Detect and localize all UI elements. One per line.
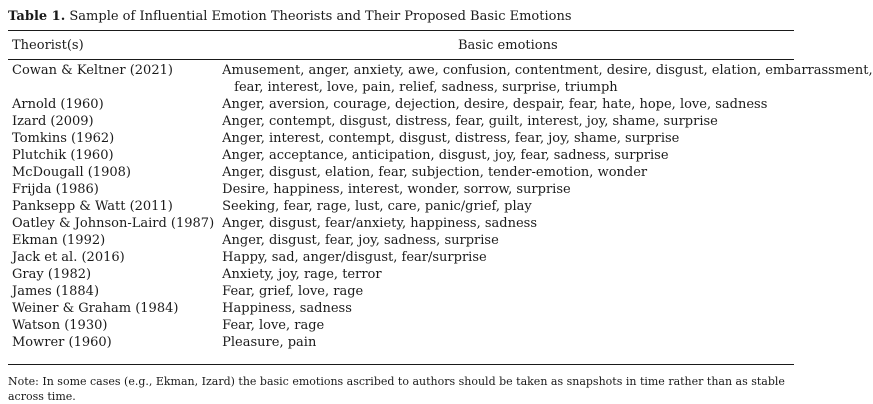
column-header-theorist: Theorist(s) [12,38,84,53]
theorist-cell: Weiner & Graham (1984) [12,301,179,316]
emotions-line: Anger, contempt, disgust, distress, fear, guilt, interest, joy, shame, surprise [222,114,718,129]
theorist-cell: James (1884) [12,284,100,299]
theorist-cell: Watson (1930) [12,318,108,333]
emotions-line: Happy, sad, anger/disgust, fear/surprise [222,250,487,265]
table-row [8,249,873,266]
emotions-line: Anger, interest, contempt, disgust, distress, fear, joy, shame, surprise [222,131,680,146]
header-rule [8,59,794,60]
emotions-line: Anger, disgust, fear/anxiety, happiness, sadness [222,216,537,231]
table-note: Note: In some cases (e.g., Ekman, Izard) the basic emotions ascribed to authors should be taken as snapshots in time rather than as stable across time. [8,375,785,403]
emotions-line: fear, interest, love, pain, relief, sadness, surprise, triumph [234,80,618,95]
emotions-cell [214,334,872,351]
emotions-cell [214,164,872,181]
emotions-line: Anxiety, joy, rage, terror [222,267,382,282]
emotions-cell [214,62,872,96]
emotions-cell [214,113,872,130]
theorist-cell: McDougall (1908) [12,165,131,180]
theorist-cell: Izard (2009) [12,114,94,129]
table-row [8,130,873,147]
theorist-cell: Ekman (1992) [12,233,106,248]
table-number: Table 1. [8,9,66,24]
theorist-cell: Panksepp & Watt (2011) [12,199,173,214]
emotions-line: Pleasure, pain [222,335,317,350]
theorist-cell: Cowan & Keltner (2021) [12,63,173,78]
theorist-cell: Jack et al. (2016) [12,250,125,265]
top-rule [8,30,794,31]
emotions-line: Fear, love, rage [222,318,325,333]
table-caption [8,9,572,24]
emotions-line: Happiness, sadness [222,301,352,316]
table-row [8,181,873,198]
table-row [8,232,873,249]
table-row [8,113,873,130]
table-row [8,96,873,113]
theorist-cell: Arnold (1960) [12,97,104,112]
emotions-line: Seeking, fear, rage, lust, care, panic/grief, play [222,199,532,214]
table-row [8,283,873,300]
column-header-emotions: Basic emotions [458,38,558,53]
emotions-cell [214,232,872,249]
emotions-line: Amusement, anger, anxiety, awe, confusion, contentment, desire, disgust, elation, embarrassment, [222,63,873,78]
table-row [8,164,873,181]
emotions-line: Fear, grief, love, rage [222,284,364,299]
emotions-cell [214,283,872,300]
theorist-cell: Tomkins (1962) [12,131,115,146]
emotions-line: Anger, aversion, courage, dejection, desire, despair, fear, hate, hope, love, sadness [222,97,768,112]
emotions-cell [214,96,872,113]
emotion-table [8,62,873,351]
emotions-cell [214,215,872,232]
table-body [8,62,873,351]
table-row [8,334,873,351]
theorist-cell: Mowrer (1960) [12,335,112,350]
theorist-cell: Plutchik (1960) [12,148,114,163]
table-row [8,62,873,96]
emotions-line: Anger, disgust, elation, fear, subjection, tender-emotion, wonder [222,165,648,180]
emotions-cell [214,317,872,334]
table-row [8,266,873,283]
table-row [8,147,873,164]
emotions-cell [214,147,872,164]
emotions-line: Desire, happiness, interest, wonder, sorrow, surprise [222,182,571,197]
emotions-cell [214,300,872,317]
emotions-line: Anger, acceptance, anticipation, disgust, joy, fear, sadness, surprise [222,148,669,163]
table-row [8,317,873,334]
theorist-cell: Gray (1982) [12,267,92,282]
emotions-cell [214,181,872,198]
theorist-cell: Oatley & Johnson-Laird (1987) [12,216,215,231]
table-title: Sample of Influential Emotion Theorists and Their Proposed Basic Emotions [69,9,572,24]
emotions-cell [214,130,872,147]
table-row [8,300,873,317]
emotions-line: Anger, disgust, fear, joy, sadness, surprise [222,233,499,248]
emotions-cell [214,249,872,266]
emotions-cell [214,198,872,215]
table-row [8,198,873,215]
theorist-cell: Frijda (1986) [12,182,99,197]
table-row [8,215,873,232]
emotions-cell [214,266,872,283]
bottom-rule [8,364,794,365]
